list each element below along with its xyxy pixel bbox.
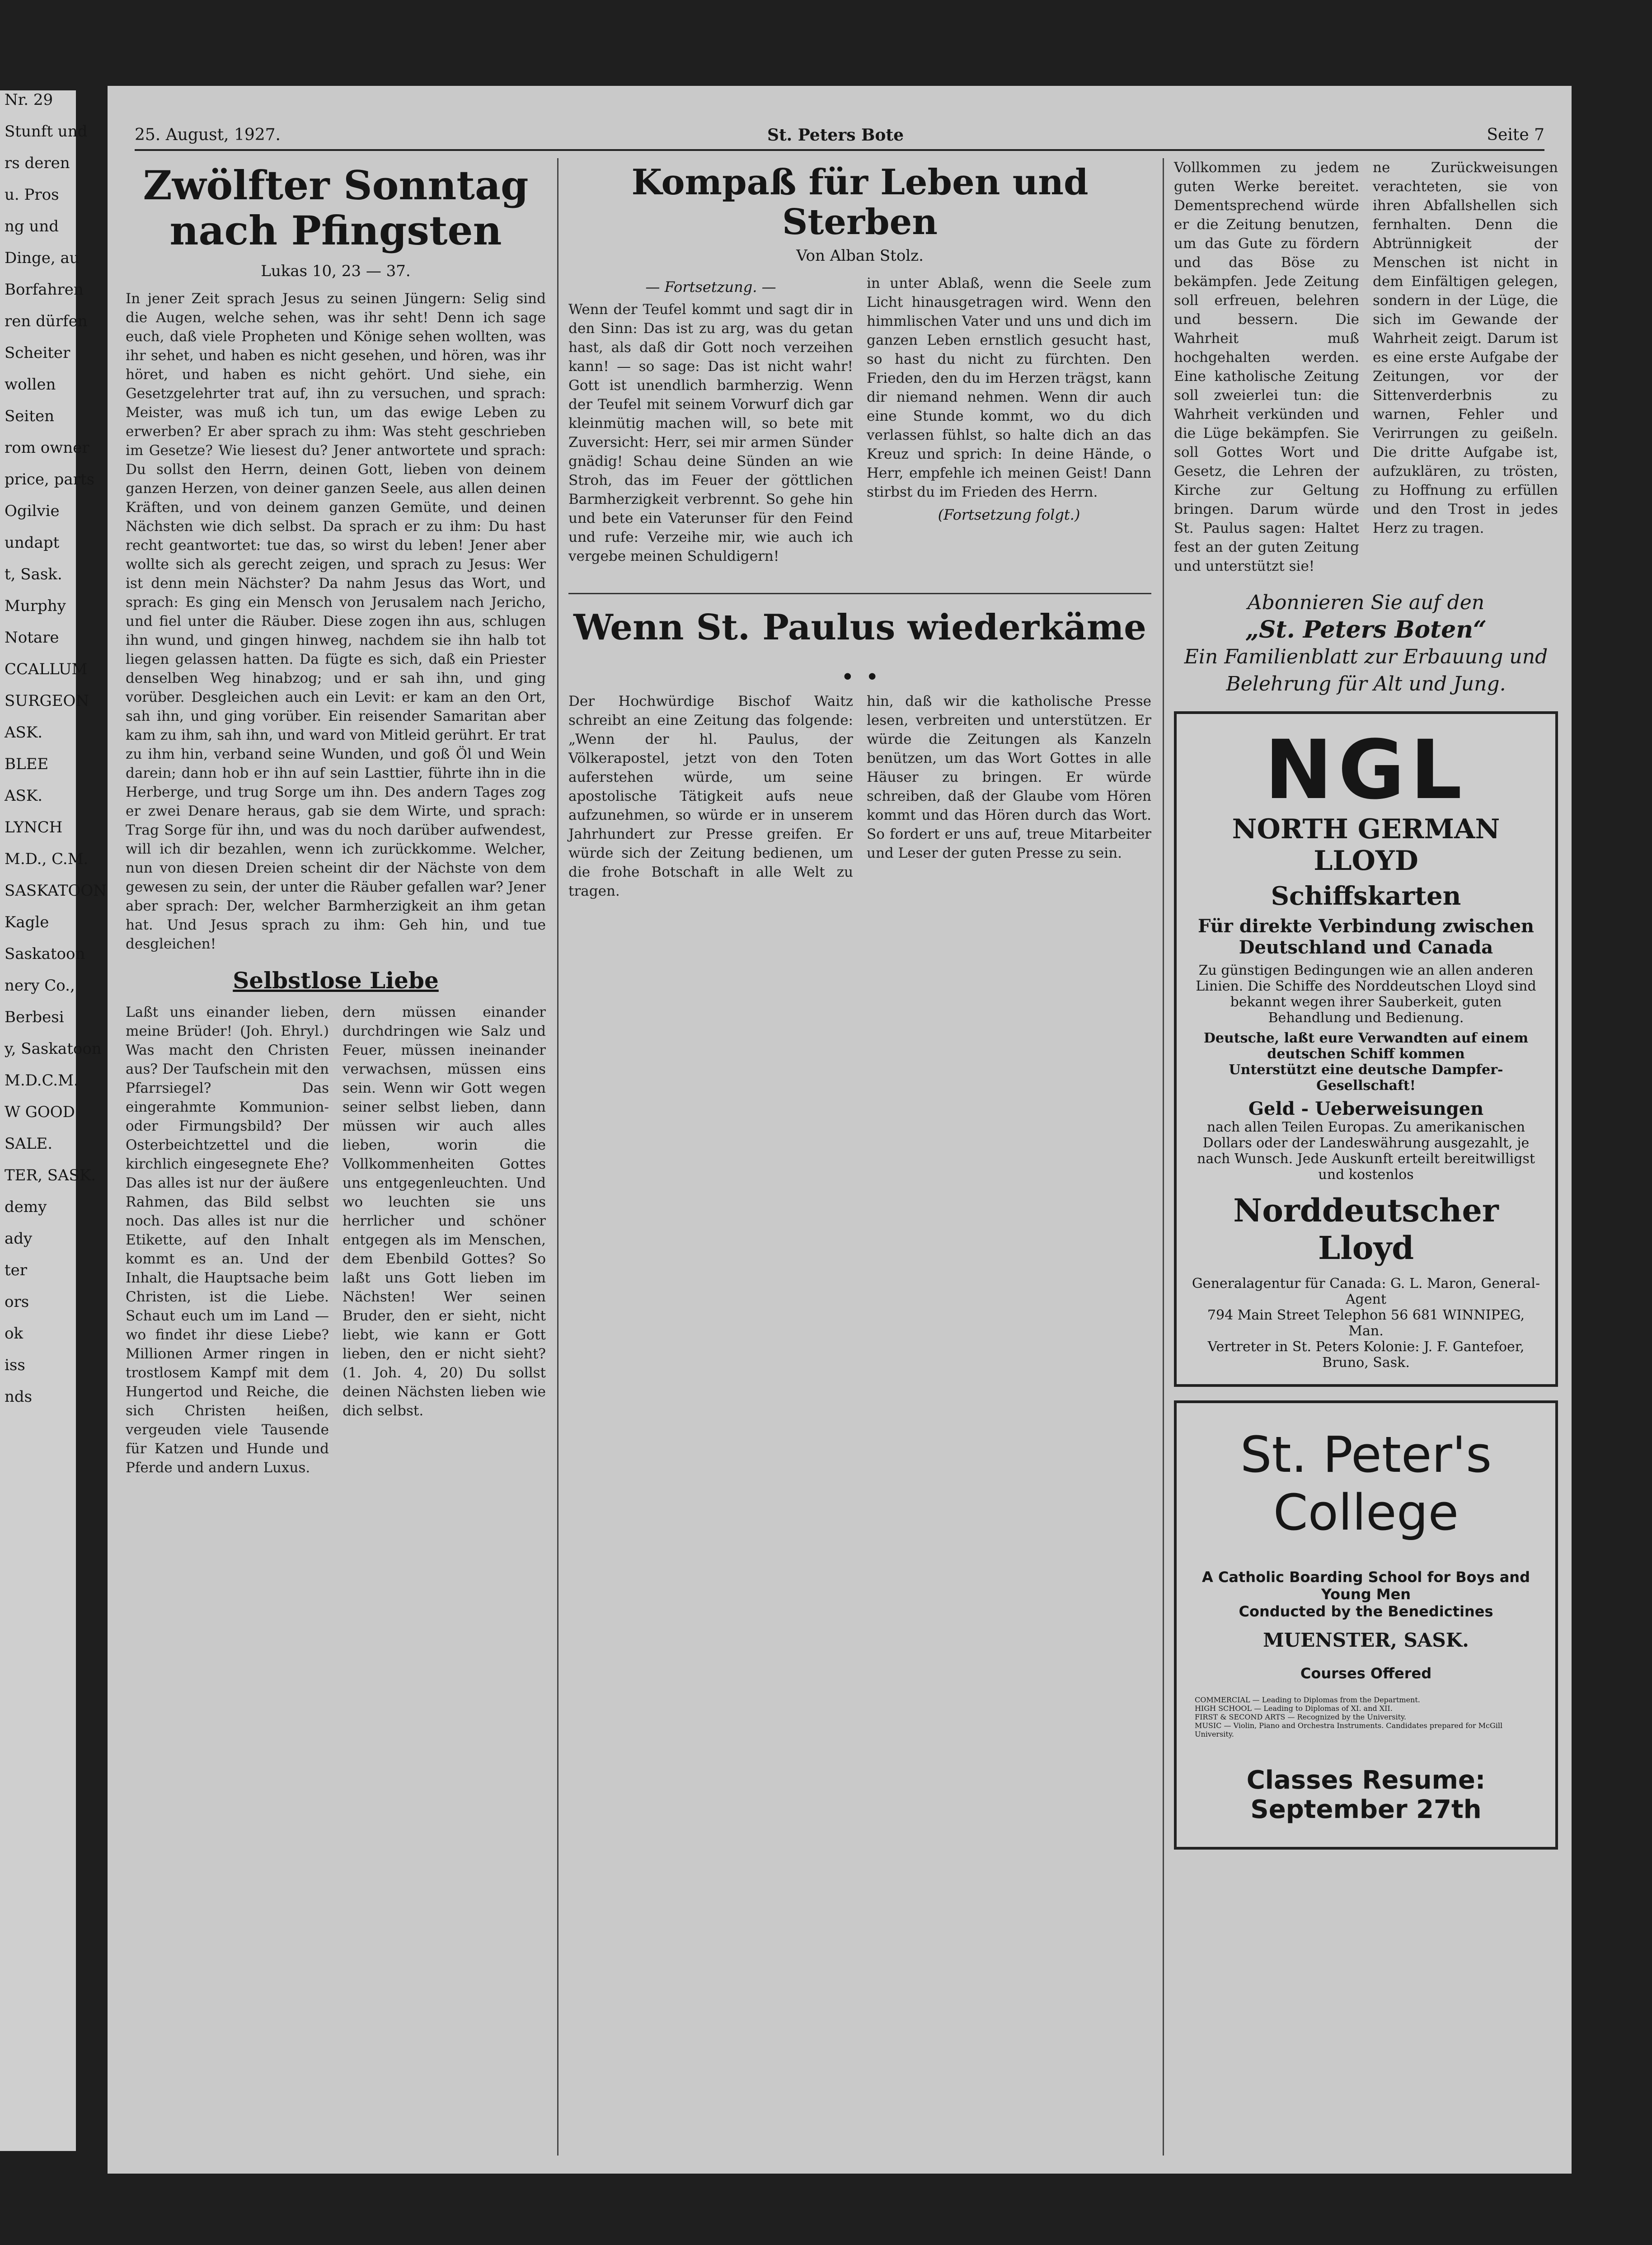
stub-line: Scheiter: [5, 344, 70, 362]
classes-resume: Classes Resume: September 27th: [1246, 1766, 1486, 1824]
stub-line: Dinge, au: [5, 249, 80, 267]
stub-line: ASK.: [5, 723, 43, 742]
college-line-1: A Catholic Boarding School for Boys and Young Men: [1202, 1569, 1530, 1603]
college-title: St. Peter's College: [1240, 1426, 1492, 1541]
stub-line: M.D.C.M.: [5, 1071, 79, 1090]
ngl-advertisement: [1174, 711, 1558, 1387]
article-text-right: in unter Ablaß, wenn die Seele zum Licht hinausgetragen wird. Wenn den himmlischen Vater und uns und dich im ganzen Leben ernstlich gesucht hast, so hast du nicht zu fürchten. Den Frieden, den du im Herzen trägst, kann dir niemand nehmen. Wenn dir auch eine Stunde kommt, wo du dich verlassen fühlst, so halte dich an das Kreuz und sprich: In deine Hände, o Herr, empfehle ich meinen Geist! Dann stirbst du im Frieden des Herrn.: [867, 275, 1151, 500]
column-1: [126, 158, 546, 1477]
stub-line: rs deren: [5, 154, 70, 172]
article-columns: [568, 274, 1151, 566]
ngl-logo: NGL: [1264, 723, 1468, 817]
stub-line: Berbesi: [5, 1008, 64, 1026]
essay-columns: [126, 1003, 546, 1477]
course-2: HIGH SCHOOL — Leading to Diplomas of XI. and XII.: [1195, 1704, 1393, 1713]
college-line-2: Conducted by the Benedictines: [1239, 1603, 1493, 1620]
stub-line: Murphy: [5, 597, 66, 615]
subscribe-line-3: Ein Familienblatt zur Erbauung und Belehrung für Alt und Jung.: [1184, 645, 1548, 695]
scripture-reference: Lukas 10, 23 — 37.: [261, 262, 411, 280]
stub-line: W GOOD: [5, 1103, 75, 1121]
stub-line: Stunft und: [5, 122, 88, 141]
ngl-agent: Generalagentur für Canada: G. L. Maron, General-Agent: [1192, 1276, 1540, 1307]
ngl-line-3: Deutsche, laßt eure Verwandten auf einem deutschen Schiff kommen: [1203, 1030, 1529, 1062]
courses-heading: Courses Offered: [1300, 1665, 1432, 1682]
col3-text: [1174, 158, 1558, 576]
stub-line: iss: [5, 1356, 25, 1374]
ngl-line-2: Zu günstigen Bedingungen wie an allen anderen Linien. Die Schiffe des Norddeutschen Lloyd sind bekannt wegen ihrer Sauberkeit, guten Behandlung und Bedienung.: [1196, 963, 1536, 1026]
ngl-name: NORTH GERMAN LLOYD: [1232, 813, 1500, 877]
stub-line: Seiten: [5, 407, 54, 425]
stub-line: Nr. 29: [5, 91, 53, 109]
college-advertisement: [1174, 1400, 1558, 1850]
stub-line: SURGEON: [5, 692, 89, 710]
stub-line: TER, SASK.: [5, 1166, 96, 1184]
ngl-line-1: Für direkte Verbindung zwischen Deutschland und Canada: [1197, 916, 1535, 958]
stub-line: ter: [5, 1261, 28, 1279]
article-text-left: Wenn der Teufel kommt und sagt dir in den Sinn: Das ist zu arg, was du getan hast, als daß dir Gott noch verzeihen kann! — so sage: Das ist nicht wahr! Gott ist unendlich barmherzig. Wenn der Teufel mit seinem Vorwurf dich gar kleinmütig machen will, so bete mit Zuversicht: Herr, sei mir armen Sünder gnädig! Schau deine Sünden an wie Stroh, das im Feuer der göttlichen Barmherzigkeit verbrennt. So gehe hin und bete ein Vaterunser für den Feind und rufe: Verzeihe mir, wie auch ich vergebe meinen Schuldigern!: [568, 301, 853, 564]
stub-line: M.D., C.M.: [5, 850, 89, 868]
stub-line: ng und: [5, 217, 59, 235]
subscribe-line-2: „St. Peters Boten“: [1245, 616, 1487, 643]
issue-date: 25. August, 1927.: [135, 126, 281, 144]
article2-text-right: hin, daß wir die katholische Presse lesen, verbreiten und unterstützen. Er würde die Zeitungen als Kanzeln benützen, um das Wort Gottes in alle Häuser zu bringen. Er würde schreiben, daß der Glaube vom Hören kommt und das Hören durch das Wort. So fordert er uns auf, treue Mitarbeiter und Leser der guten Presse zu sein.: [867, 693, 1151, 861]
stub-line: CCALLUM: [5, 660, 88, 678]
stub-line: wollen: [5, 376, 56, 394]
course-1: COMMERCIAL — Leading to Diplomas from the Department.: [1195, 1695, 1420, 1704]
stub-line: BLEE: [5, 755, 49, 773]
article-author: Von Alban Stolz.: [796, 247, 924, 265]
stub-line: LYNCH: [5, 818, 63, 836]
column-rule: [557, 158, 558, 2156]
ngl-company: Norddeutscher Lloyd: [1233, 1192, 1499, 1267]
essay-text-left: Laßt uns einander lieben, meine Brüder! (Joh. Ehryl.) Was macht den Christen aus? Der Taufschein mit den Pfarrsiegel? Das eingerahmte Kommunion- oder Firmungsbild? Der Osterbeichtzettel und die kirchlich eingesegnete Ehe? Das alles ist nur der äußere Rahmen, das Bild selbst noch. Das alles ist nur die Etikette, auf den Inhalt kommt es an. Und der Inhalt, die Hauptsache beim Christen, ist die Liebe. Schaut euch um im Land — wo findet ihr diese Liebe? Millionen Armer ringen in trostlosem Kampf mit dem Hungertod und Reiche, die sich Christen heißen, vergeuden viele Tausende für Katzen und Hunde und Pferde und andern Luxus.: [126, 1004, 329, 1476]
ngl-rep: Vertreter in St. Peters Kolonie: J. F. Gantefoer, Bruno, Sask.: [1207, 1339, 1525, 1371]
stub-line: ren dürfen: [5, 312, 88, 330]
stub-line: ady: [5, 1230, 33, 1248]
stub-line: ASK.: [5, 787, 43, 805]
gospel-text: In jener Zeit sprach Jesus zu seinen Jüngern: Selig sind die Augen, welche sehen, was ihr seht! Denn ich sage euch, daß viele Propheten und Könige sehen wollten, was ihr sehet, und haben es nicht gesehen, und hören, was ihr höret, und haben es nicht gehört. Und siehe, ein Gesetzgelehrter trat auf, ihn zu versuchen, und sprach: Meister, was muß ich tun, um das ewige Leben zu erwerben? Er aber sprach zu ihm: Was steht geschrieben im Gesetze? Wie liesest du? Jener antwortete und sprach: Du sollst den Herrn, deinen Gott, lieben von deinem ganzen Herzen, von deiner ganzen Seele, aus allen deinen Kräften, und von deinem ganzen Gemüte, und deinen Nächsten wie dich selbst. Da sprach er zu ihm: Du hast recht geantwortet: tue das, so wirst du leben! Jener aber wollte sich als gerecht zeigen, und sprach zu Jesus: Wer ist denn mein Nächster? Da nahm Jesus das Wort, und sprach: Es ging ein Mensch von Jerusalem nach Jericho, und fiel unter die Räuber. Diese zogen ihn aus, schlugen ihn wund, und gingen hinweg, nachdem sie ihn halb tot liegen gelassen hatten. Da fügte es sich, daß ein Priester denselben Weg hinabzog; und er sah ihn, und ging vorüber. Desgleichen auch ein Levit: er kam an den Ort, sah ihn, und ging vorüber. Ein reisender Samaritan aber kam zu ihm, sah ihn, und ward von Mitleid gerührt. Er trat zu ihm hin, verband seine Wunden, und goß Öl und Wein darein; dann hob er ihn auf sein Lasttier, führte ihn in die Herberge, und trug Sorge um ihn. Des andern Tages zog er zwei Denare heraus, gab sie dem Wirte, und sprach: Trag Sorge für ihn, und was du noch darüber aufwendest, will ich dir bezahlen, wenn ich zurückkomme. Welcher, nun von diesen Dreien scheint dir der Nächste von dem gewesen zu sein, der unter die Räuber gefallen war? Jener aber sprach: Der, welcher Barmherzigkeit an ihm getan hat. Und Jesus sprach zu ihm: Geh hin, und tue desgleichen!: [126, 291, 546, 952]
article2-title: Wenn St. Paulus wiederkäme . .: [568, 593, 1151, 687]
to-be-continued: (Fortsetzung folgt.): [938, 506, 1080, 523]
stub-line: Borfahren: [5, 281, 84, 299]
stub-line: Ogilvie: [5, 502, 60, 520]
page-header: [135, 122, 1544, 151]
ngl-title: Schiffskarten: [1271, 881, 1461, 911]
column-3: [1174, 158, 1558, 1850]
stub-line: rom owner: [5, 439, 89, 457]
stub-line: undapt: [5, 534, 60, 552]
stub-line: Notare: [5, 629, 59, 647]
section-title: Selbstlose Liebe: [233, 967, 439, 994]
stub-line: Kagle: [5, 913, 49, 931]
course-4: MUSIC — Violin, Piano and Orchestra Instruments. Candidates prepared for McGill University.: [1195, 1721, 1503, 1738]
adjacent-page-stub: [0, 90, 107, 2151]
stub-line: price, parts: [5, 470, 95, 488]
ngl-line-4: Unterstützt eine deutsche Dampfer-Gesellschaft!: [1229, 1062, 1503, 1094]
page-number: Seite 7: [1487, 126, 1544, 144]
ngl-address: 794 Main Street Telephon 56 681 WINNIPEG, Man.: [1207, 1307, 1525, 1339]
stub-line: ors: [5, 1293, 29, 1311]
column-2: [568, 158, 1151, 901]
column-rule: [1163, 158, 1164, 2156]
stub-line: u. Pros: [5, 186, 59, 204]
stub-line: SASKATOON: [5, 882, 107, 900]
article2-columns: [568, 692, 1151, 901]
sermon-title: Zwölfter Sonntag nach Pfingsten: [143, 162, 529, 254]
course-3: FIRST & SECOND ARTS — Recognized by the University.: [1195, 1713, 1407, 1721]
newspaper-page: [108, 86, 1572, 2174]
stub-line: ok: [5, 1324, 23, 1343]
paper-title: St. Peters Bote: [767, 126, 904, 145]
college-place: MUENSTER, SASK.: [1263, 1629, 1469, 1651]
essay-text-right: dern müssen einander durchdringen wie Salz und Feuer, müssen ineinander verwachsen, müssen eins sein. Wenn wir Gott wegen seiner selbst lieben, dann müssen wir auch alles lieben, worin die Vollkommenheiten Gottes uns entgegenleuchten. Und wo leuchten sie uns herrlicher und schöner entgegen als im Menschen, dem Ebenbild Gottes? So laßt uns Gott lieben im Nächsten! Wer seinen Bruder, den er sieht, nicht liebt, wie kann er Gott lieben, den er nicht sieht? (1. Joh. 4, 20) Du sollst deinen Nächsten lieben wie dich selbst.: [343, 1004, 546, 1419]
stub-line: y, Saskatoon: [5, 1040, 102, 1058]
stub-line: nds: [5, 1388, 33, 1406]
ngl-line-5: Geld - Ueberweisungen: [1248, 1098, 1484, 1119]
stub-line: nery Co.,: [5, 977, 75, 995]
stub-line: SALE.: [5, 1135, 53, 1153]
stub-line: t, Sask.: [5, 565, 62, 583]
stub-line: demy: [5, 1198, 47, 1216]
subscribe-notice: [1174, 589, 1558, 698]
article-title: Kompaß für Leben und Sterben: [631, 162, 1089, 243]
continuation-note: — Fortsetzung. —: [645, 278, 776, 296]
stub-line: Saskatoon: [5, 945, 85, 963]
article2-text-left: Der Hochwürdige Bischof Waitz schreibt an eine Zeitung das folgende: „Wenn der hl. Paulus, der Völkerapostel, jetzt von den Toten auferstehen würde, um seine apostolische Tätigkeit aufs neue aufzunehmen, so würde er in unserem Jahrhundert zur Presse greifen. Er würde sich der Zeitung bedienen, um die frohe Botschaft in alle Welt zu tragen.: [568, 693, 853, 899]
col3-text-right: ne Zurückweisungen verachteten, sie von ihren Abfallshellen sich fernhalten. Denn die Abtrünnigkeit der Menschen ist nicht in dem Einfältigen gelegen, sondern in der Lüge, die sich im Gewande der Wahrheit zeigt. Darum ist es eine erste Aufgabe der Zeitungen, vor der Sittenverderbnis zu warnen, Fehler und Verirrungen zu geißeln. Die dritte Aufgabe ist, aufzuklären, zu trösten, zu Hoffnung zu erfüllen und den Trost in jedes Herz zu tragen.: [1373, 160, 1558, 536]
subscribe-line-1: Abonnieren Sie auf den: [1247, 591, 1485, 614]
ngl-line-6: nach allen Teilen Europas. Zu amerikanischen Dollars oder der Landeswährung ausgezahlt, je nach Wunsch. Jede Auskunft erteilt bereitwilligst und kostenlos: [1197, 1119, 1535, 1183]
col3-text-left: Vollkommen zu jedem guten Werke bereitet. Dementsprechend würde er die Zeitung benutzen, um das Gute zu fördern und das Böse zu bekämpfen. Jede Zeitung soll erfreuen, belehren und bessern. Die Wahrheit muß hochgehalten werden. Eine katholische Zeitung soll zweierlei tun: die Wahrheit verkünden und die Lüge bekämpfen. Sie soll Gottes Wort und Gesetz, die Lehren der Kirche zur Geltung bringen. Darum würde St. Paulus sagen: Haltet fest an der guten Zeitung und unterstützt sie!: [1174, 160, 1359, 574]
